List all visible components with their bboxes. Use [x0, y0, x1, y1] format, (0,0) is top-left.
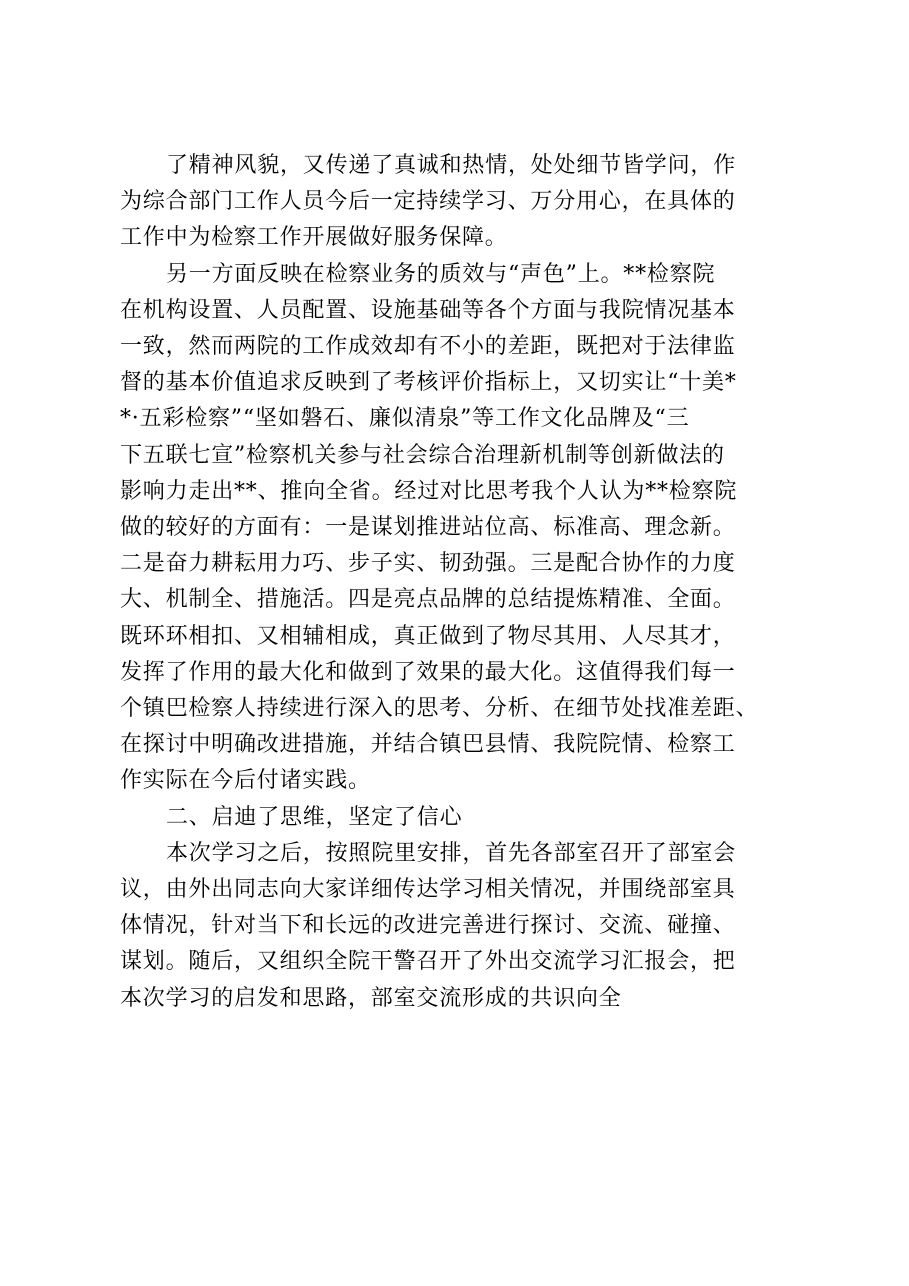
heading-line: 二、启迪了思维，坚定了信心 [166, 804, 463, 830]
text-line: 谋划。随后，又组织全院干警召开了外出交流学习汇报会，把 [120, 949, 736, 975]
text-line: 体情况，针对当下和长远的改进完善进行探讨、交流、碰撞、 [120, 913, 736, 939]
text-line: 做的较好的方面有：一是谋划推进站位高、标准高、理念新。 [120, 515, 736, 541]
section-heading [120, 800, 820, 836]
text-line: 发挥了作用的最大化和做到了效果的最大化。这值得我们每一 [120, 659, 736, 685]
text-line: 影响力走出**、推向全省。经过对比思考我个人认为**检察院 [120, 478, 738, 504]
text-line: 在探讨中明确改进措施，并结合镇巴县情、我院院情、检察工 [120, 732, 736, 758]
text-line: 下五联七宣”检察机关参与社会综合治理新机制等创新做法的 [120, 442, 725, 468]
text-line: 另一方面反映在检察业务的质效与“声色”上。**检察院 [166, 261, 716, 287]
text-line: 个镇巴检察人持续进行深入的思考、分析、在细节处找准差距、 [120, 696, 759, 722]
text-line: 议，由外出同志向大家详细传达学习相关情况，并围绕部室具 [120, 877, 736, 903]
text-line: 本次学习之后，按照院里安排，首先各部室召开了部室会 [166, 840, 737, 866]
text-line: 一致，然而两院的工作成效却有不小的差距，既把对于法律监 [120, 334, 736, 360]
paragraph-effectiveness [120, 257, 820, 800]
text-line: 为综合部门工作人员今后一定持续学习、万分用心，在具体的 [120, 189, 736, 215]
text-line: 既环环相扣、又相辅相成，真正做到了物尽其用、人尽其才， [120, 623, 736, 649]
text-line: 二是奋力耕耘用力巧、步子实、韧劲强。三是配合协作的力度 [120, 551, 736, 577]
document-body [120, 148, 820, 1017]
text-line: 本次学习的启发和思路，部室交流形成的共识向全 [120, 985, 622, 1011]
paragraph-after-study [120, 836, 820, 1017]
text-line: *·五彩检察”“坚如磐石、廉似清泉”等工作文化品牌及“三 [120, 406, 690, 432]
paragraph-continuation [120, 148, 820, 257]
text-line: 工作中为检察工作开展做好服务保障。 [120, 225, 508, 251]
text-line: 了精神风貌，又传递了真诚和热情，处处细节皆学问，作 [166, 153, 737, 178]
text-line: 作实际在今后付诸实践。 [120, 768, 371, 794]
text-line: 在机构设置、人员配置、设施基础等各个方面与我院情况基本 [120, 297, 736, 323]
text-line: 督的基本价值追求反映到了考核评价指标上，又切实让“十美* [120, 370, 737, 396]
text-line: 大、机制全、措施活。四是亮点品牌的总结提炼精准、全面。 [120, 587, 736, 613]
